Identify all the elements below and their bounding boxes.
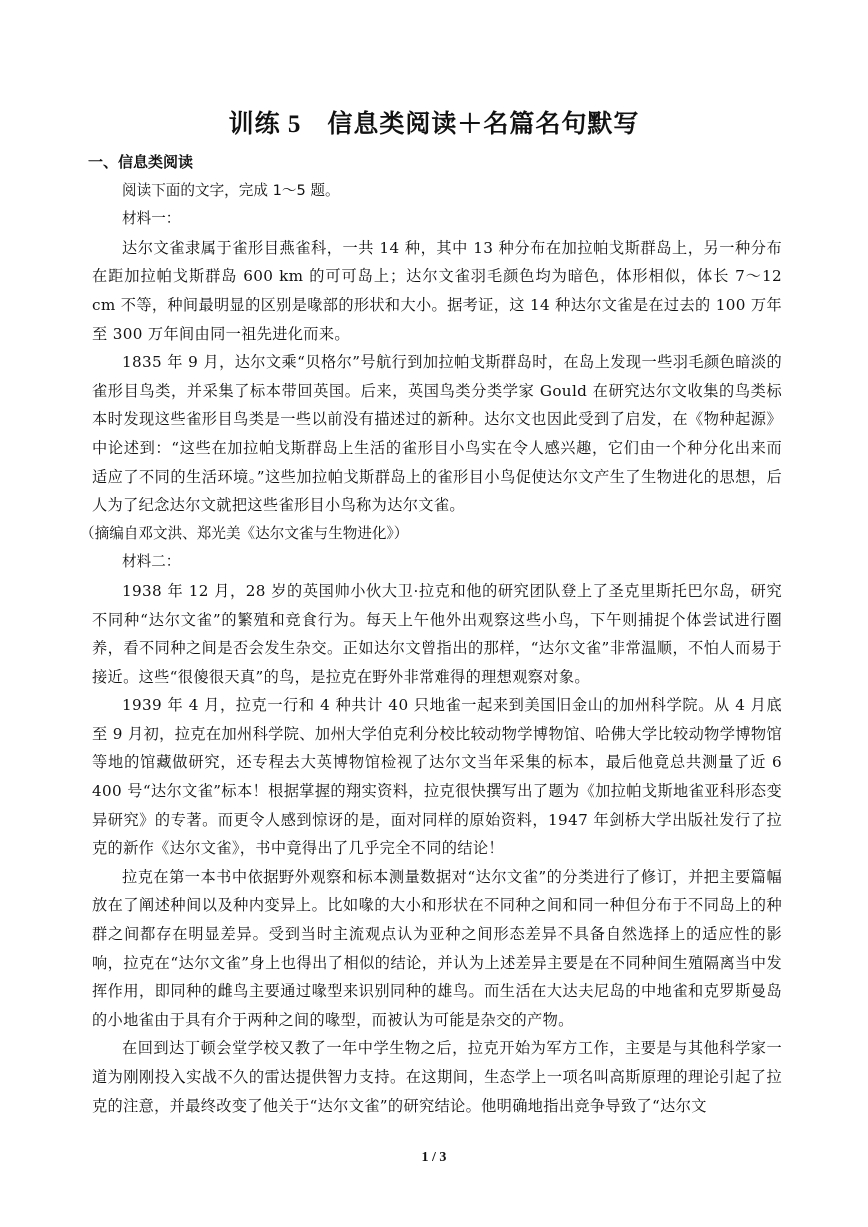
material-two-paragraph: 1938 年 12 月，28 岁的英国帅小伙大卫·拉克和他的研究团队登上了圣克里斯托巴尔岛，研究不同种“达尔文雀”的繁殖和竞食行为。每天上午他外出观察这些小鸟，下午则捕捉个体尝试进行圈养，看不同种之间是否会发生杂交。正如达尔文曾指出的那样，“达尔文雀”非常温顺，不怕人而易于接近。这些“很傻很天真”的鸟，是拉克在野外非常难得的理想观察对象。 <box>92 581 782 686</box>
material-one-paragraph: 1835 年 9 月，达尔文乘“贝格尔”号航行到加拉帕戈斯群岛时，在岛上发现一些羽毛颜色暗淡的雀形目鸟类，并采集了标本带回英国。后来，英国鸟类分类学家 Gould 在研究达尔文收集的鸟类标本时发现这些雀形目鸟类是一些以前没有描述过的新种。达尔文也因此受到了启发，在《物种起源》中论述到：“这些在加拉帕戈斯群岛上生活的雀形目小鸟实在令人感兴趣，它们由一个种分化出来而适应了不同的生活环境。”这些加拉帕戈斯群岛上的雀形目小鸟促使达尔文产生了生物进化的思想，后人为了纪念达尔文就把这些雀形目小鸟称为达尔文雀。 <box>92 353 782 515</box>
material-two-paragraph: 拉克在第一本书中依据野外观察和标本测量数据对“达尔文雀”的分类进行了修订，并把主要篇幅放在了阐述种间以及种内变异上。比如喙的大小和形状在不同种之间和同一种但分布于不同岛上的种群之间都存在明显差异。受到当时主流观点认为亚种之间形态差异不具备自然选择上的适应性的影响，拉克在“达尔文雀”身上也得出了相似的结论，并认为上述差异主要是在不同种间生殖隔离当中发挥作用，即同种的雌鸟主要通过喙型来识别同种的雄鸟。而生活在大达夫尼岛的中地雀和克罗斯曼岛的小地雀由于具有介于两种之间的喙型，而被认为可能是杂交的产物。 <box>92 867 782 1029</box>
page-number: 1 / 3 <box>421 1150 447 1165</box>
material-one-paragraph: 达尔文雀隶属于雀形目燕雀科，一共 14 种，其中 13 种分布在加拉帕戈斯群岛上，另一种分布在距加拉帕戈斯群岛 600 km 的可可岛上；达尔文雀羽毛颜色均为暗色，体形相似，体长 7～12 cm 不等，种间最明显的区别是喙部的形状和大小。据考证，这 14 种达尔文雀是在过去的 100 万年至 300 万年间由同一祖先进化而来。 <box>92 238 782 343</box>
page-title: 训练 5 信息类阅读＋名篇名句默写 <box>228 111 640 138</box>
material-one-source: （摘编自邓文洪、郑光美《达尔文雀与生物进化》） <box>80 524 409 542</box>
material-two-paragraph: 1939 年 4 月，拉克一行和 4 种共计 40 只地雀一起来到美国旧金山的加州科学院。从 4 月底至 9 月初，拉克在加州科学院、加州大学伯克利分校比较动物学博物馆、哈佛大学比较动物学博物馆等地的馆藏做研究，还专程去大英博物馆检视了达尔文当年采集的标本，最后他竟总共测量了近 6 400 号“达尔文雀”标本！根据掌握的翔实资料，拉克很快撰写出了题为《加拉帕戈斯地雀亚科形态变异研究》的专著。而更令人感到惊讶的是，面对同样的原始资料，1947 年剑桥大学出版社发行了拉克的新作《达尔文雀》，书中竟得出了几乎完全不同的结论！ <box>92 696 782 858</box>
material-two-paragraph: 在回到达丁顿会堂学校又教了一年中学生物之后，拉克开始为军方工作，主要是与其他科学家一道为刚刚投入实战不久的雷达提供智力支持。在这期间，生态学上一项名叫高斯原理的理论引起了拉克的注意，并最终改变了他关于“达尔文雀”的研究结论。他明确地指出竞争导致了“达尔文 <box>92 1039 782 1115</box>
material-two-label: 材料二： <box>122 553 181 571</box>
material-one-label: 材料一： <box>122 210 181 228</box>
section-heading: 一、信息类阅读 <box>88 153 194 171</box>
instruction-text: 阅读下面的文字，完成 1～5 题。 <box>122 181 340 199</box>
document-body <box>80 148 782 1120</box>
